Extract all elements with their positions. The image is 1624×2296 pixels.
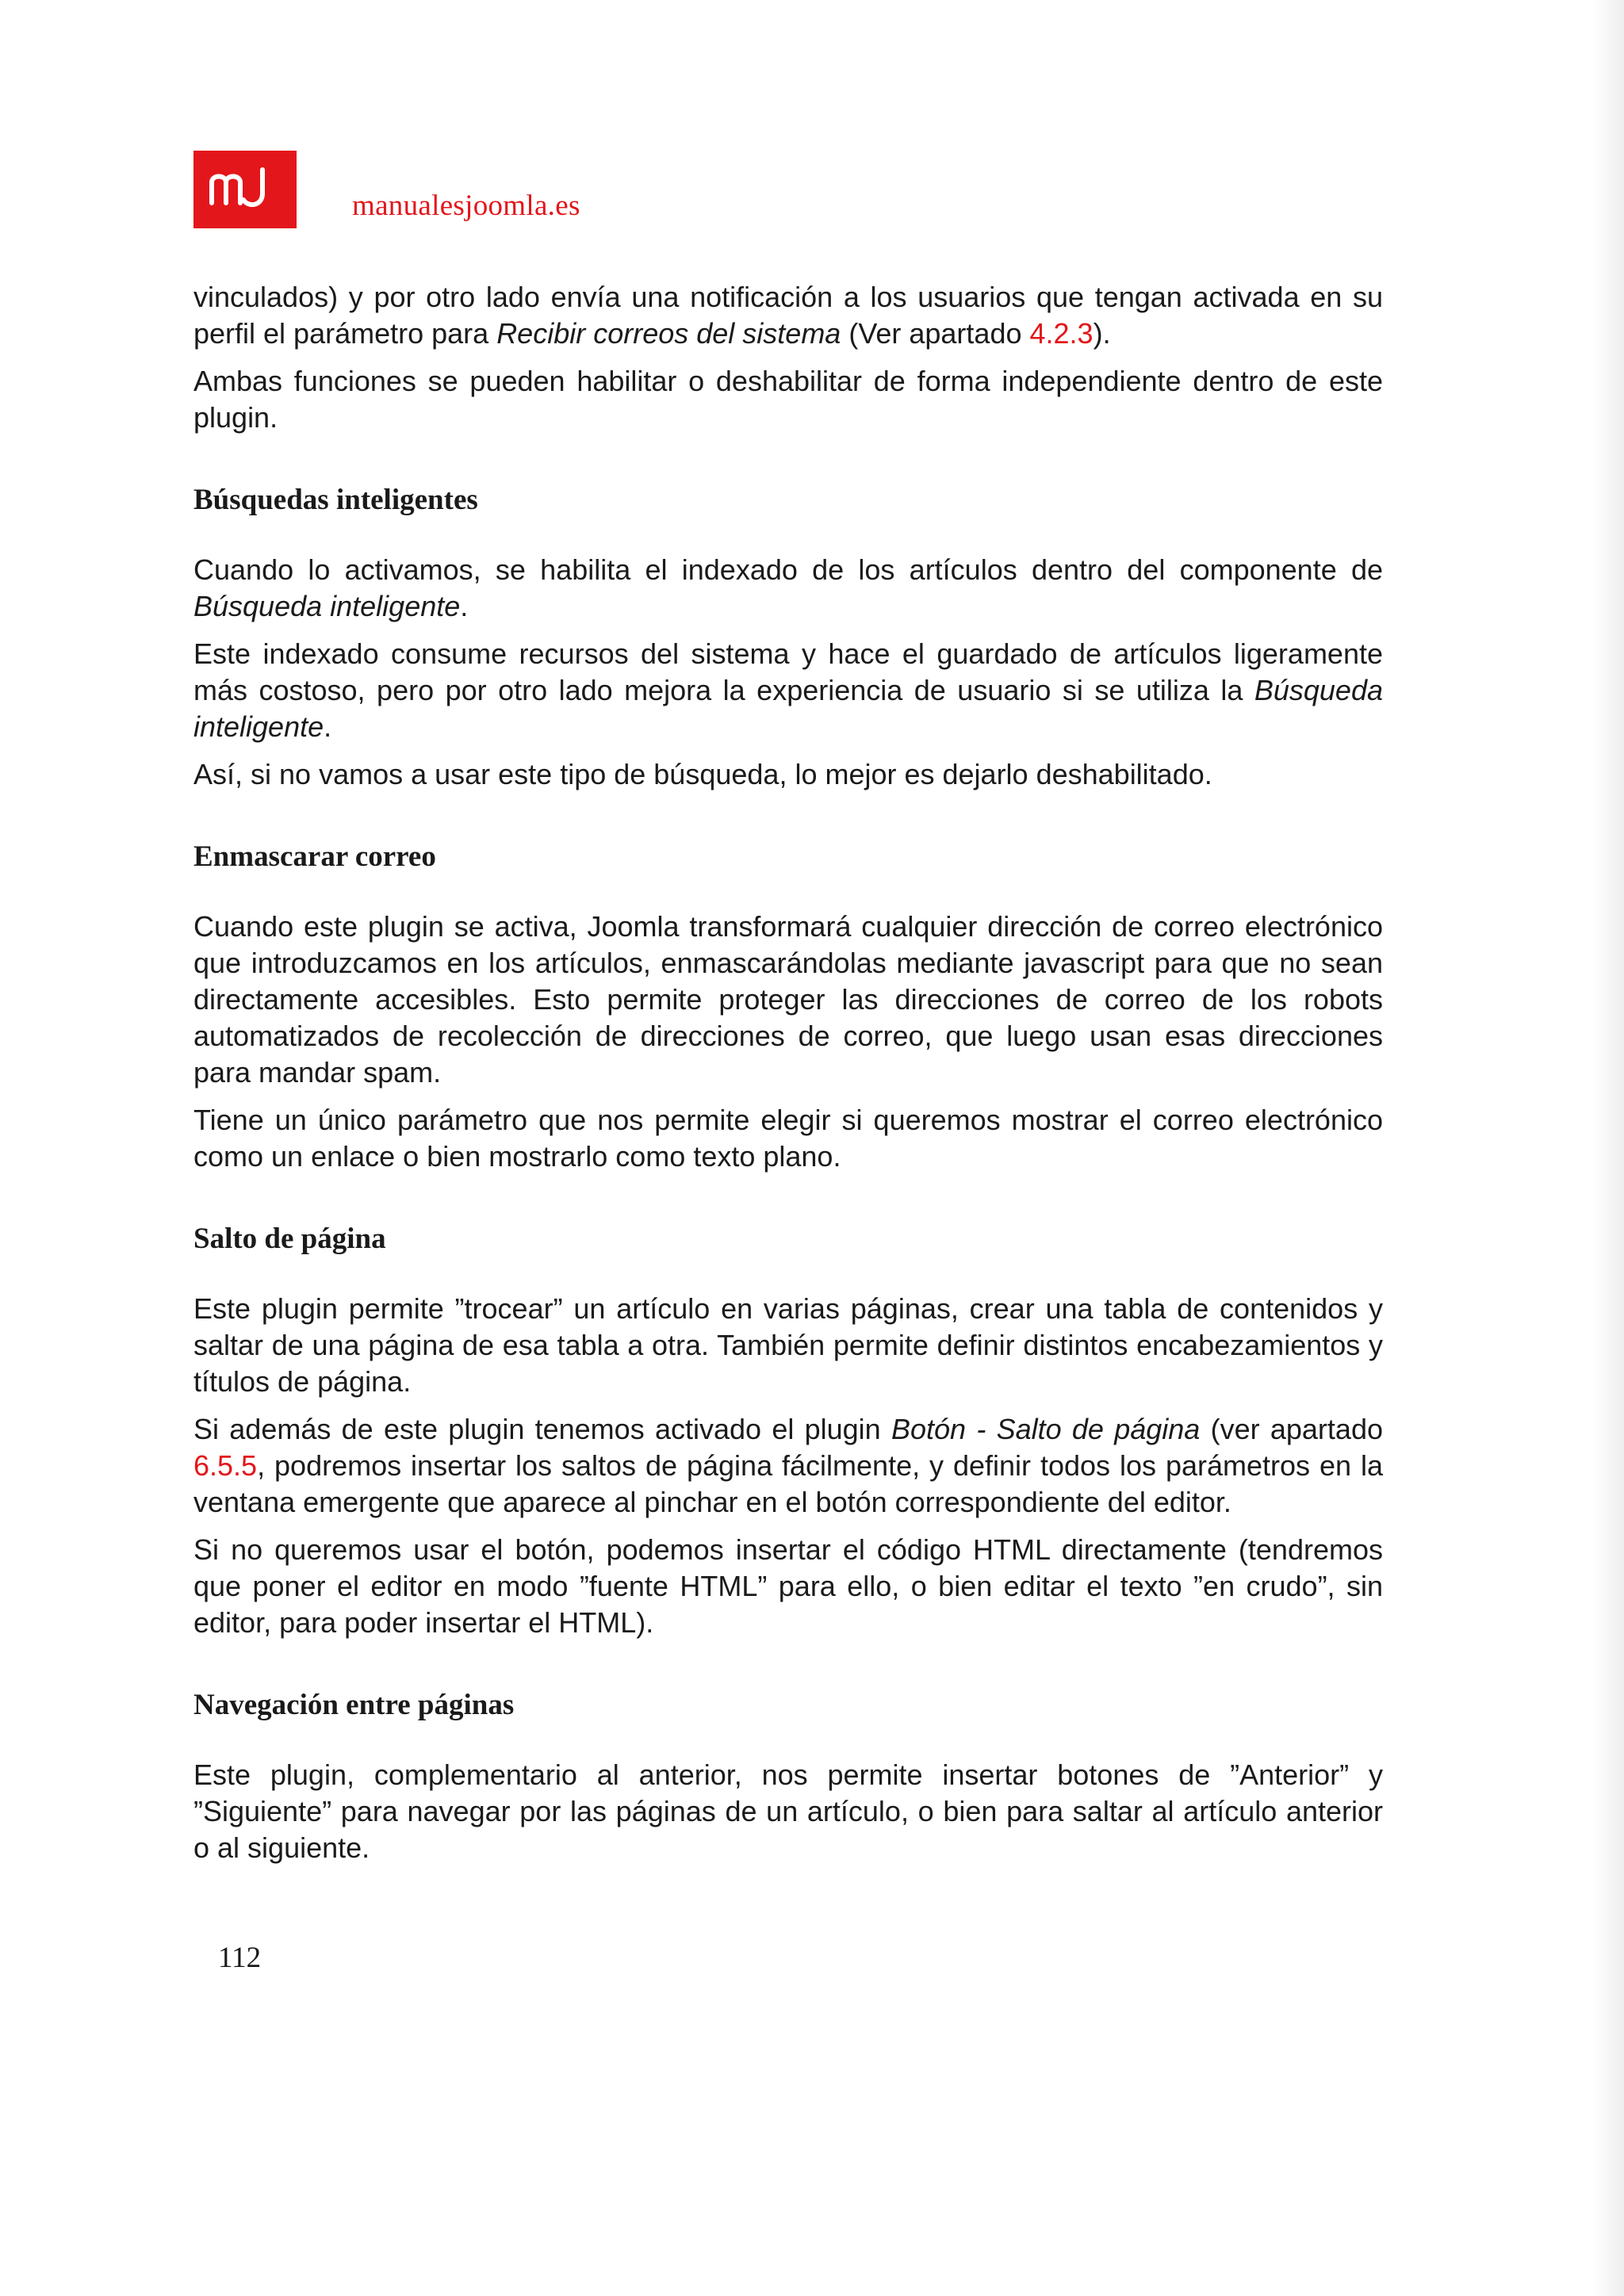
enmascarar-paragraph-2: Tiene un único parámetro que nos permite elegir si queremos mostrar el correo electrónico como un enlace o bien mostrarlo como texto plano.: [193, 1104, 1383, 1173]
heading-navegacion-entre-paginas: Navegación entre páginas: [193, 1689, 515, 1721]
salto-paragraph-1: Este plugin permite ”trocear” un artículo en varias páginas, crear una tabla de contenidos y saltar de una página de esa tabla a otra. También permite definir distintos encabezamientos y títulos de página.: [193, 1292, 1383, 1398]
site-name[interactable]: manualesjoomla.es: [352, 189, 580, 222]
site-logo: [193, 151, 297, 228]
salto-paragraph-3: Si no queremos usar el botón, podemos insertar el código HTML directamente (tendremos que poner el editor en modo ”fuente HTML” para ello, o bien editar el texto ”en crudo”, sin editor, para poder insertar el HTML).: [193, 1533, 1383, 1639]
busquedas-paragraph-3: Así, si no vamos a usar este tipo de búsqueda, lo mejor es dejarlo deshabilitado.: [193, 758, 1212, 790]
page-number: 112: [218, 1942, 262, 1974]
page-body: [193, 279, 1383, 1877]
mj-logo-icon: [207, 165, 283, 214]
busquedas-paragraph-2: Este indexado consume recursos del sistema y hace el guardado de artículos ligeramente más costoso, pero por otro lado mejora la experiencia de usuario si se utiliza la Búsqueda inteligente.: [193, 637, 1383, 743]
heading-busquedas-inteligentes: Búsquedas inteligentes: [193, 484, 478, 516]
salto-paragraph-2: Si además de este plugin tenemos activado el plugin Botón - Salto de página (ver apartado 6.5.5, podremos insertar los saltos de página fácilmente, y definir todos los parámetros en la ventana emergente que aparece al pinchar en el botón correspondiente del editor.: [193, 1413, 1383, 1518]
heading-salto-de-pagina: Salto de página: [193, 1223, 386, 1255]
heading-enmascarar-correo: Enmascarar correo: [193, 840, 436, 873]
section-link-6-5-5[interactable]: 6.5.5: [193, 1449, 258, 1482]
intro-paragraph-2: Ambas funciones se pueden habilitar o deshabilitar de forma independiente dentro de este plugin.: [193, 365, 1383, 434]
page-edge-shadow: [1592, 0, 1624, 2296]
navegacion-paragraph-1: Este plugin, complementario al anterior, nos permite insertar botones de ”Anterior” y ”Siguiente” para navegar por las páginas de un artículo, o bien para saltar al artículo anterior o al siguiente.: [193, 1758, 1383, 1864]
section-link-4-2-3[interactable]: 4.2.3: [1029, 317, 1094, 350]
intro-paragraph-1: vinculados) y por otro lado envía una notificación a los usuarios que tengan activada en su perfil el parámetro para Recibir correos del sistema (Ver apartado 4.2.3).: [193, 281, 1383, 350]
busquedas-paragraph-1: Cuando lo activamos, se habilita el indexado de los artículos dentro del componente de Búsqueda inteligente.: [193, 553, 1383, 622]
enmascarar-paragraph-1: Cuando este plugin se activa, Joomla transformará cualquier dirección de correo electrónico que introduzcamos en los artículos, enmascarándolas mediante javascript para que no sean directamente accesibles. Esto permite proteger las direcciones de correo de los robots automatizados de recolección de direcciones de correo, que luego usan esas direcciones para mandar spam.: [193, 910, 1383, 1089]
